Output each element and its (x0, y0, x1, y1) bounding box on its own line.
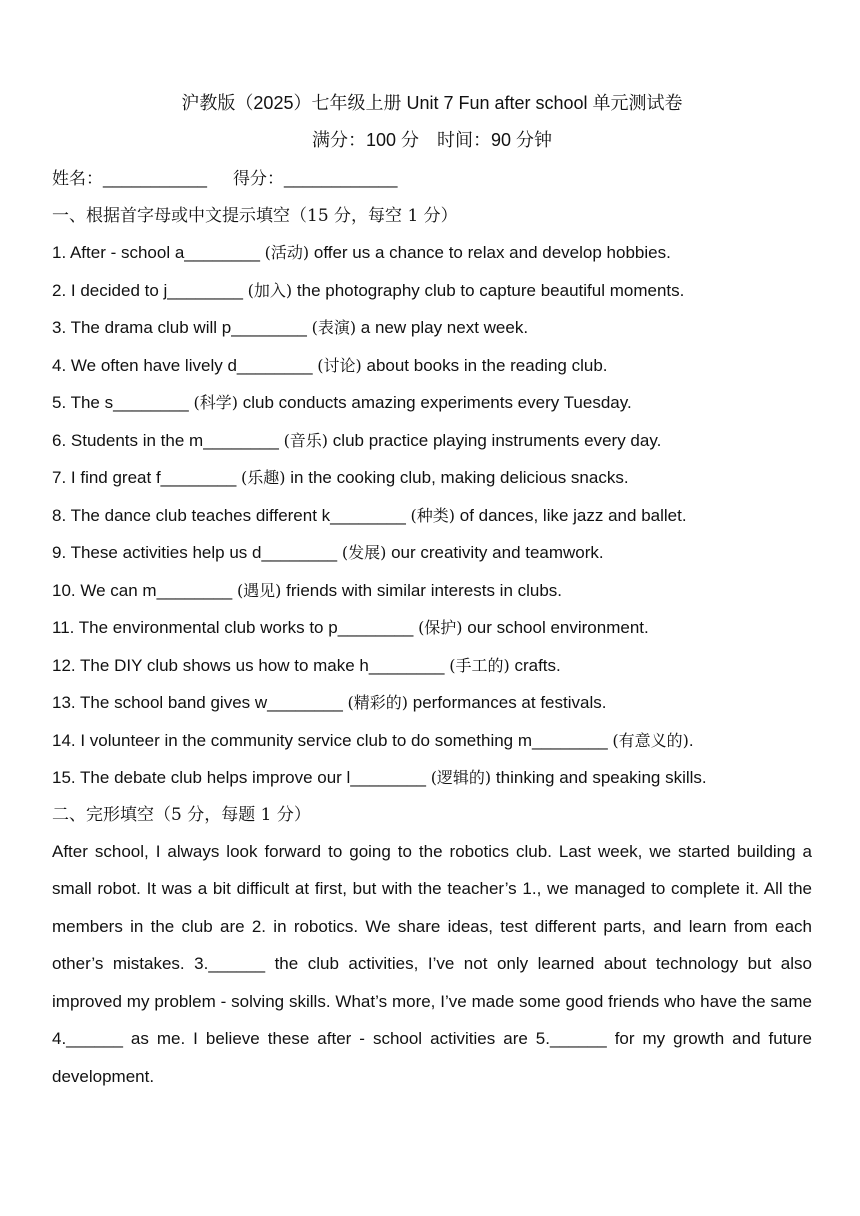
worksheet-title: 沪教版（2025）七年级上册 Unit 7 Fun after school 单元测试卷 (181, 93, 683, 113)
section2-heading: 二、完形填空（5 分，每题 1 分） (52, 804, 311, 825)
name-field: 姓名：___________ (52, 169, 208, 188)
cloze-passage: After school, I always look forward to going to the robotics club. Last week, we started building a small robot. It was a bit difficult at first, but with the teacher’s 1., we managed to complete it. All the members in the club are 2. in robotics. We share ideas, test different parts, and learn from each other’s mistakes. 3.______ the club activities, I’ve not only learned about technology but also improved my problem - solving skills. What’s more, I’ve made some good friends who have the same 4.______ as me. I believe these after - school activities are 5.______ for my growth and future development. (52, 841, 812, 1086)
fill-blank-item-9: 9. These activities help us d________ (发展) our creativity and teamwork. (52, 543, 604, 562)
fill-blank-item-7: 7. I find great f________ (乐趣) in the cooking club, making delicious snacks. (52, 468, 629, 487)
fill-blank-item-15: 15. The debate club helps improve our l________ (逻辑的) thinking and speaking skills. (52, 768, 707, 787)
fill-blank-item-10: 10. We can m________ (遇见) friends with similar interests in clubs. (52, 580, 563, 600)
section1-items (52, 234, 812, 797)
section1-heading: 一、根据首字母或中文提示填空（15 分，每空 1 分） (52, 206, 458, 226)
fill-blank-item-2: 2. I decided to j________ (加入) the photography club to capture beautiful moments. (52, 280, 685, 300)
fill-blank-item-6: 6. Students in the m________ (音乐) club practice playing instruments every day. (52, 430, 662, 450)
worksheet-page (52, 84, 812, 1095)
fill-blank-item-5: 5. The s________ (科学) club conducts amazing experiments every Tuesday. (52, 393, 632, 412)
fill-blank-item-14: 14. I volunteer in the community service club to do something m________ (有意义的). (52, 730, 694, 750)
score-time-line: 满分：100 分 时间：90 分钟 (311, 130, 553, 150)
fill-blank-item-1: 1. After - school a________ (活动) offer us a chance to relax and develop hobbies. (52, 243, 671, 262)
score-field: 得分：____________ (233, 169, 398, 188)
fill-blank-item-13: 13. The school band gives w________ (精彩的) performances at festivals. (52, 693, 607, 712)
fill-blank-item-11: 11. The environmental club works to p________ (保护) our school environment. (52, 618, 649, 637)
fill-blank-item-4: 4. We often have lively d________ (讨论) about books in the reading club. (52, 355, 608, 375)
name-score-row (52, 160, 812, 198)
fill-blank-item-8: 8. The dance club teaches different k________ (种类) of dances, like jazz and ballet. (52, 505, 687, 525)
fill-blank-item-3: 3. The drama club will p________ (表演) a new play next week. (52, 318, 529, 337)
fill-blank-item-12: 12. The DIY club shows us how to make h________ (手工的) crafts. (52, 655, 561, 675)
